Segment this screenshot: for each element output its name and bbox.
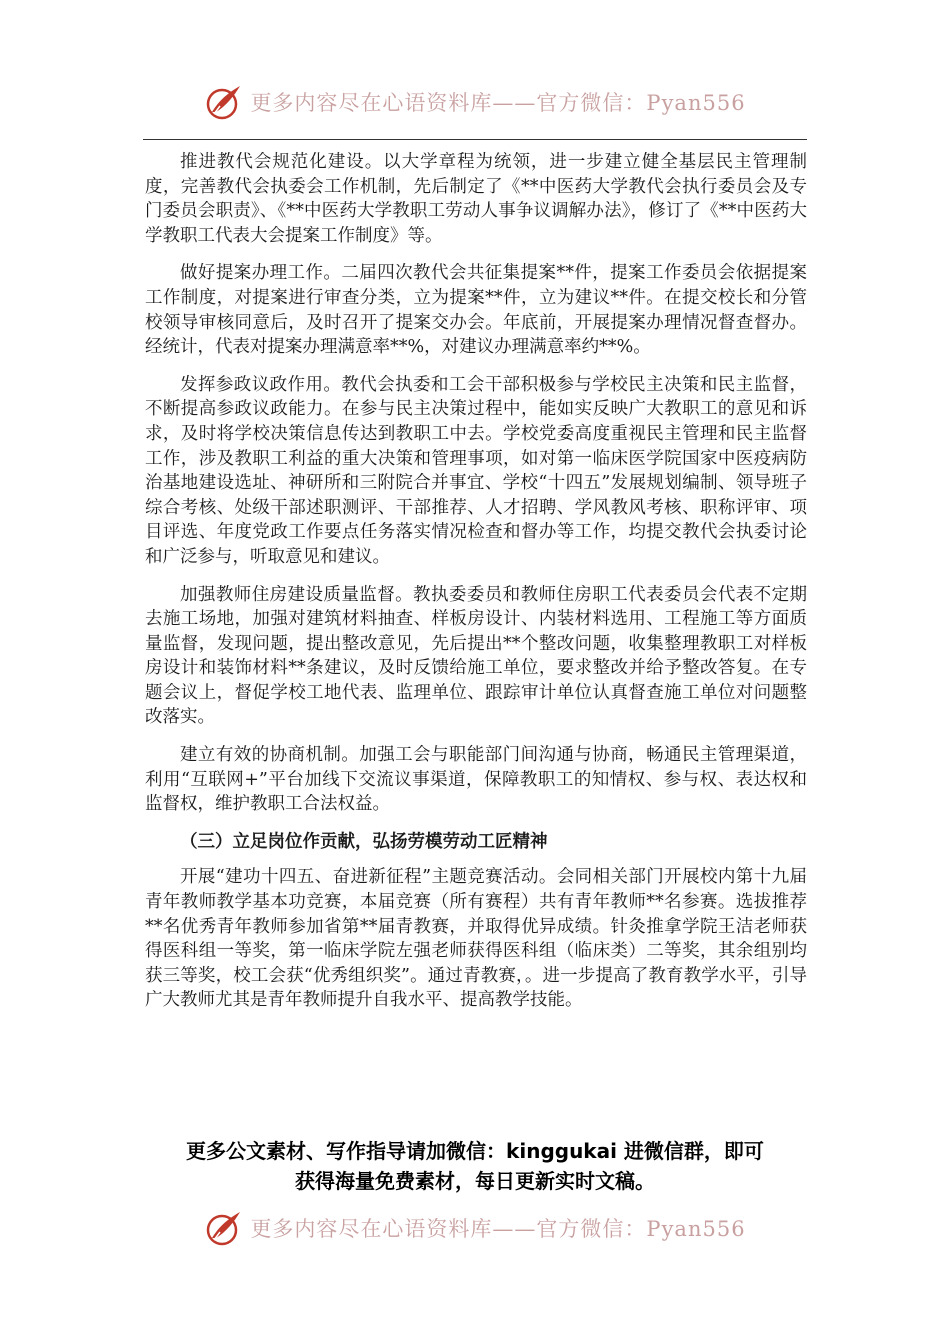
promo-line-1: 更多公文素材、写作指导请加微信：kinggukai 进微信群，即可 [186,1139,764,1163]
footer-banner [0,1208,950,1248]
document-body [145,150,807,1026]
footer-banner-text: 更多内容尽在心语资料库——官方微信：Pyan556 [250,1217,746,1241]
paragraph: 发挥参政议政作用。教代会执委和工会干部积极参与学校民主决策和民主监督，不断提高参政议政能力。在参与民主决策过程中，能如实反映广大教职工的意见和诉求，及时将学校决策信息传达到教职工中去。学校党委高度重视民主管理和民主监督工作，涉及教职工利益的重大决策和管理事项，如对第一临床医学院国家中医疫病防治基地建设选址、神研所和三附院合并事宜、学校“十四五”发展规划编制、领导班子综合考核、处级干部述职测评、干部推荐、人才招聘、学风教风考核、职称评审、项目评选、年度党政工作要点任务落实情况检查和督办等工作，均提交教代会执委讨论和广泛参与，听取意见和建议。 [145,374,807,567]
paragraph: 建立有效的协商机制。加强工会与职能部门间沟通与协商，畅通民主管理渠道，利用“互联网+”平台加线下交流议事渠道，保障教职工的知情权、参与权、表达权和监督权，维护教职工合法权益。 [145,745,807,815]
paragraph: 推进教代会规范化建设。以大学章程为统领，进一步建立健全基层民主管理制度，完善教代会执委会工作机制，先后制定了《**中医药大学教代会执行委员会及专门委员会职责》、《**中医药大学教职工劳动人事争议调解办法》，修订了《**中医药大学教职工代表大会提案工作制度》等。 [145,152,807,246]
paragraph: 开展“建功十四五、奋进新征程”主题竞赛活动。会同相关部门开展校内第十九届青年教师教学基本功竞赛，本届竞赛（所有赛程）共有青年教师**名参赛。选拔推荐**名优秀青年教师参加省第**届青教赛，并取得优异成绩。针灸推拿学院王洁老师获得医科组一等奖，第一临床学院左强老师获得医科组（临床类）二等奖，其余组别均获三等奖，校工会获“优秀组织奖”。通过青教赛，。进一步提高了教育教学水平，引导广大教师尤其是青年教师提升自我水平、提高教学技能。 [145,867,807,1011]
header-banner [0,82,950,122]
paragraph: 做好提案办理工作。二届四次教代会共征集提案**件，提案工作委员会依据提案工作制度，对提案进行审查分类，立为提案**件，立为建议**件。在提交校长和分管校领导审核同意后，及时召开了提案交办会。年底前，开展提案办理情况督查督办。经统计，代表对提案办理满意率**%，对建议办理满意率约**%。 [145,263,807,358]
quill-logo-icon [204,1208,244,1248]
quill-logo-icon [204,82,244,122]
header-divider [143,139,807,140]
section-heading: （三）立足岗位作贡献，弘扬劳模劳动工匠精神 [180,831,548,852]
promo-line-2: 获得海量免费素材，每日更新实时文稿。 [295,1169,655,1193]
promo-notice [140,1136,810,1196]
paragraph: 加强教师住房建设质量监督。教执委委员和教师住房职工代表委员会代表不定期去施工场地，加强对建筑材料抽查、样板房设计、内装材料选用、工程施工等方面质量监督，发现问题，提出整改意见，先后提出**个整改问题，收集整理教职工对样板房设计和装饰材料**条建议，及时反馈给施工单位，要求整改并给予整改答复。在专题会议上，督促学校工地代表、监理单位、跟踪审计单位认真督查施工单位对问题整改落实。 [145,584,807,728]
header-banner-text: 更多内容尽在心语资料库——官方微信：Pyan556 [250,91,746,115]
